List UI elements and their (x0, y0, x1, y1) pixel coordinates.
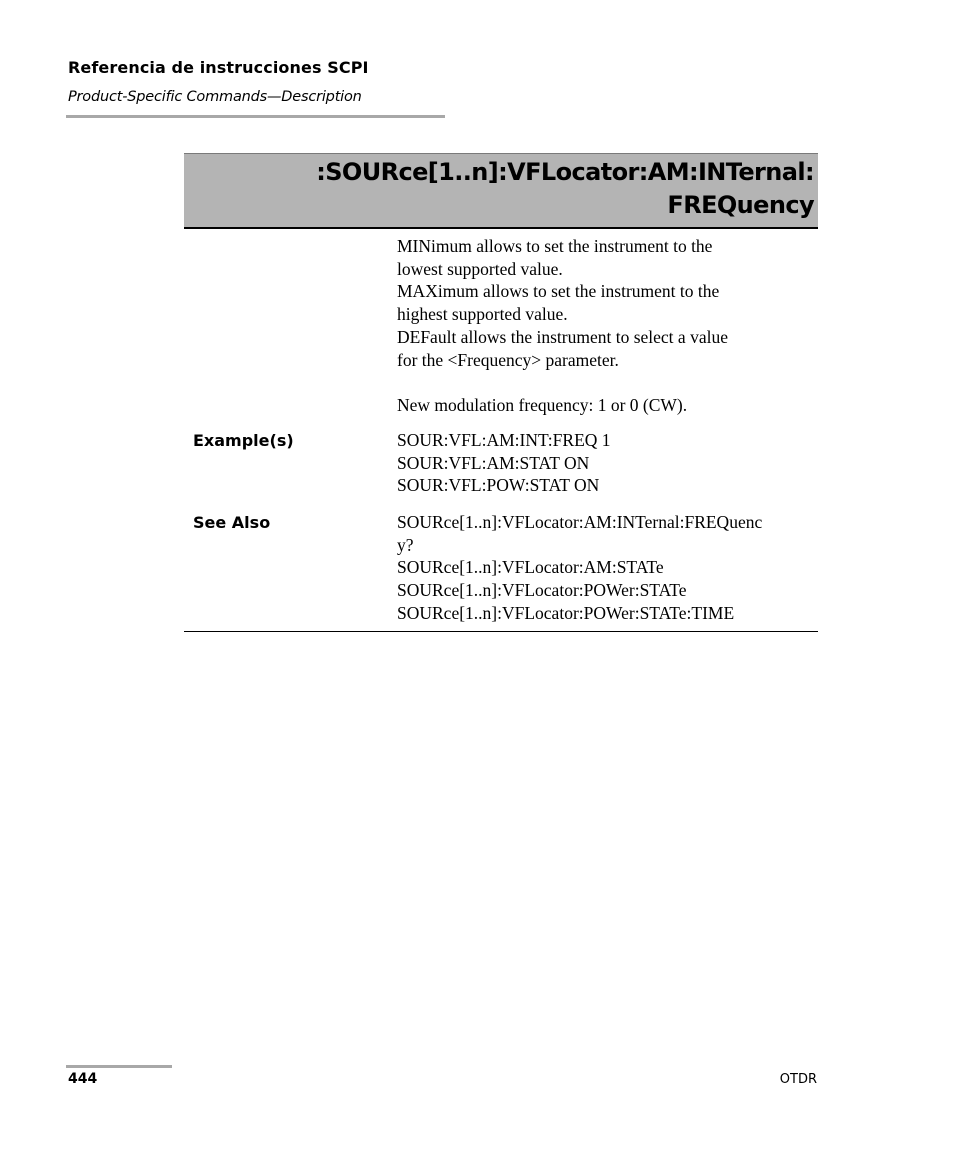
page-number: 444 (68, 1071, 98, 1087)
see-also-line: y? (397, 534, 414, 555)
description-line: lowest supported value. (397, 258, 563, 279)
description-line: DEFault allows the instrument to select a value (397, 326, 728, 347)
description-line: MAXimum allows to set the instrument to the (397, 281, 720, 302)
description-line: highest supported value. (397, 304, 568, 325)
product-name: OTDR (779, 1072, 817, 1087)
header-divider (66, 115, 445, 118)
section-subtitle: Product-Specific Commands—Description (68, 89, 362, 105)
chapter-title: Referencia de instrucciones SCPI (68, 58, 369, 77)
command-banner (184, 153, 818, 229)
command-title-line-2: FREQuency (667, 191, 814, 219)
footer-divider (66, 1065, 172, 1068)
parameter-note (397, 394, 817, 417)
example-line: SOUR:VFL:AM:STAT ON (397, 452, 590, 473)
description-line: for the <Frequency> parameter. (397, 349, 619, 370)
see-also-list (397, 511, 817, 625)
command-title (194, 156, 814, 222)
running-header (68, 58, 445, 106)
example-line: SOUR:VFL:AM:INT:FREQ 1 (397, 430, 611, 450)
see-also-line: SOURce[1..n]:VFLocator:AM:INTernal:FREQuenc (397, 512, 763, 532)
examples-list (397, 429, 817, 497)
examples-label: Example(s) (193, 431, 294, 450)
command-title-line-1: :SOURce[1..n]:VFLocator:AM:INTernal: (316, 158, 814, 186)
parameter-description (397, 235, 817, 371)
table-bottom-divider (184, 631, 818, 632)
see-also-label: See Also (193, 513, 271, 532)
example-line: SOUR:VFL:POW:STAT ON (397, 475, 600, 496)
see-also-line: SOURce[1..n]:VFLocator:POWer:STATe (397, 580, 687, 601)
modulation-frequency-note: New modulation frequency: 1 or 0 (CW). (397, 395, 688, 415)
see-also-line: SOURce[1..n]:VFLocator:POWer:STATe:TIME (397, 602, 735, 623)
description-line: MINimum allows to set the instrument to the (397, 236, 713, 256)
see-also-line: SOURce[1..n]:VFLocator:AM:STATe (397, 557, 664, 578)
